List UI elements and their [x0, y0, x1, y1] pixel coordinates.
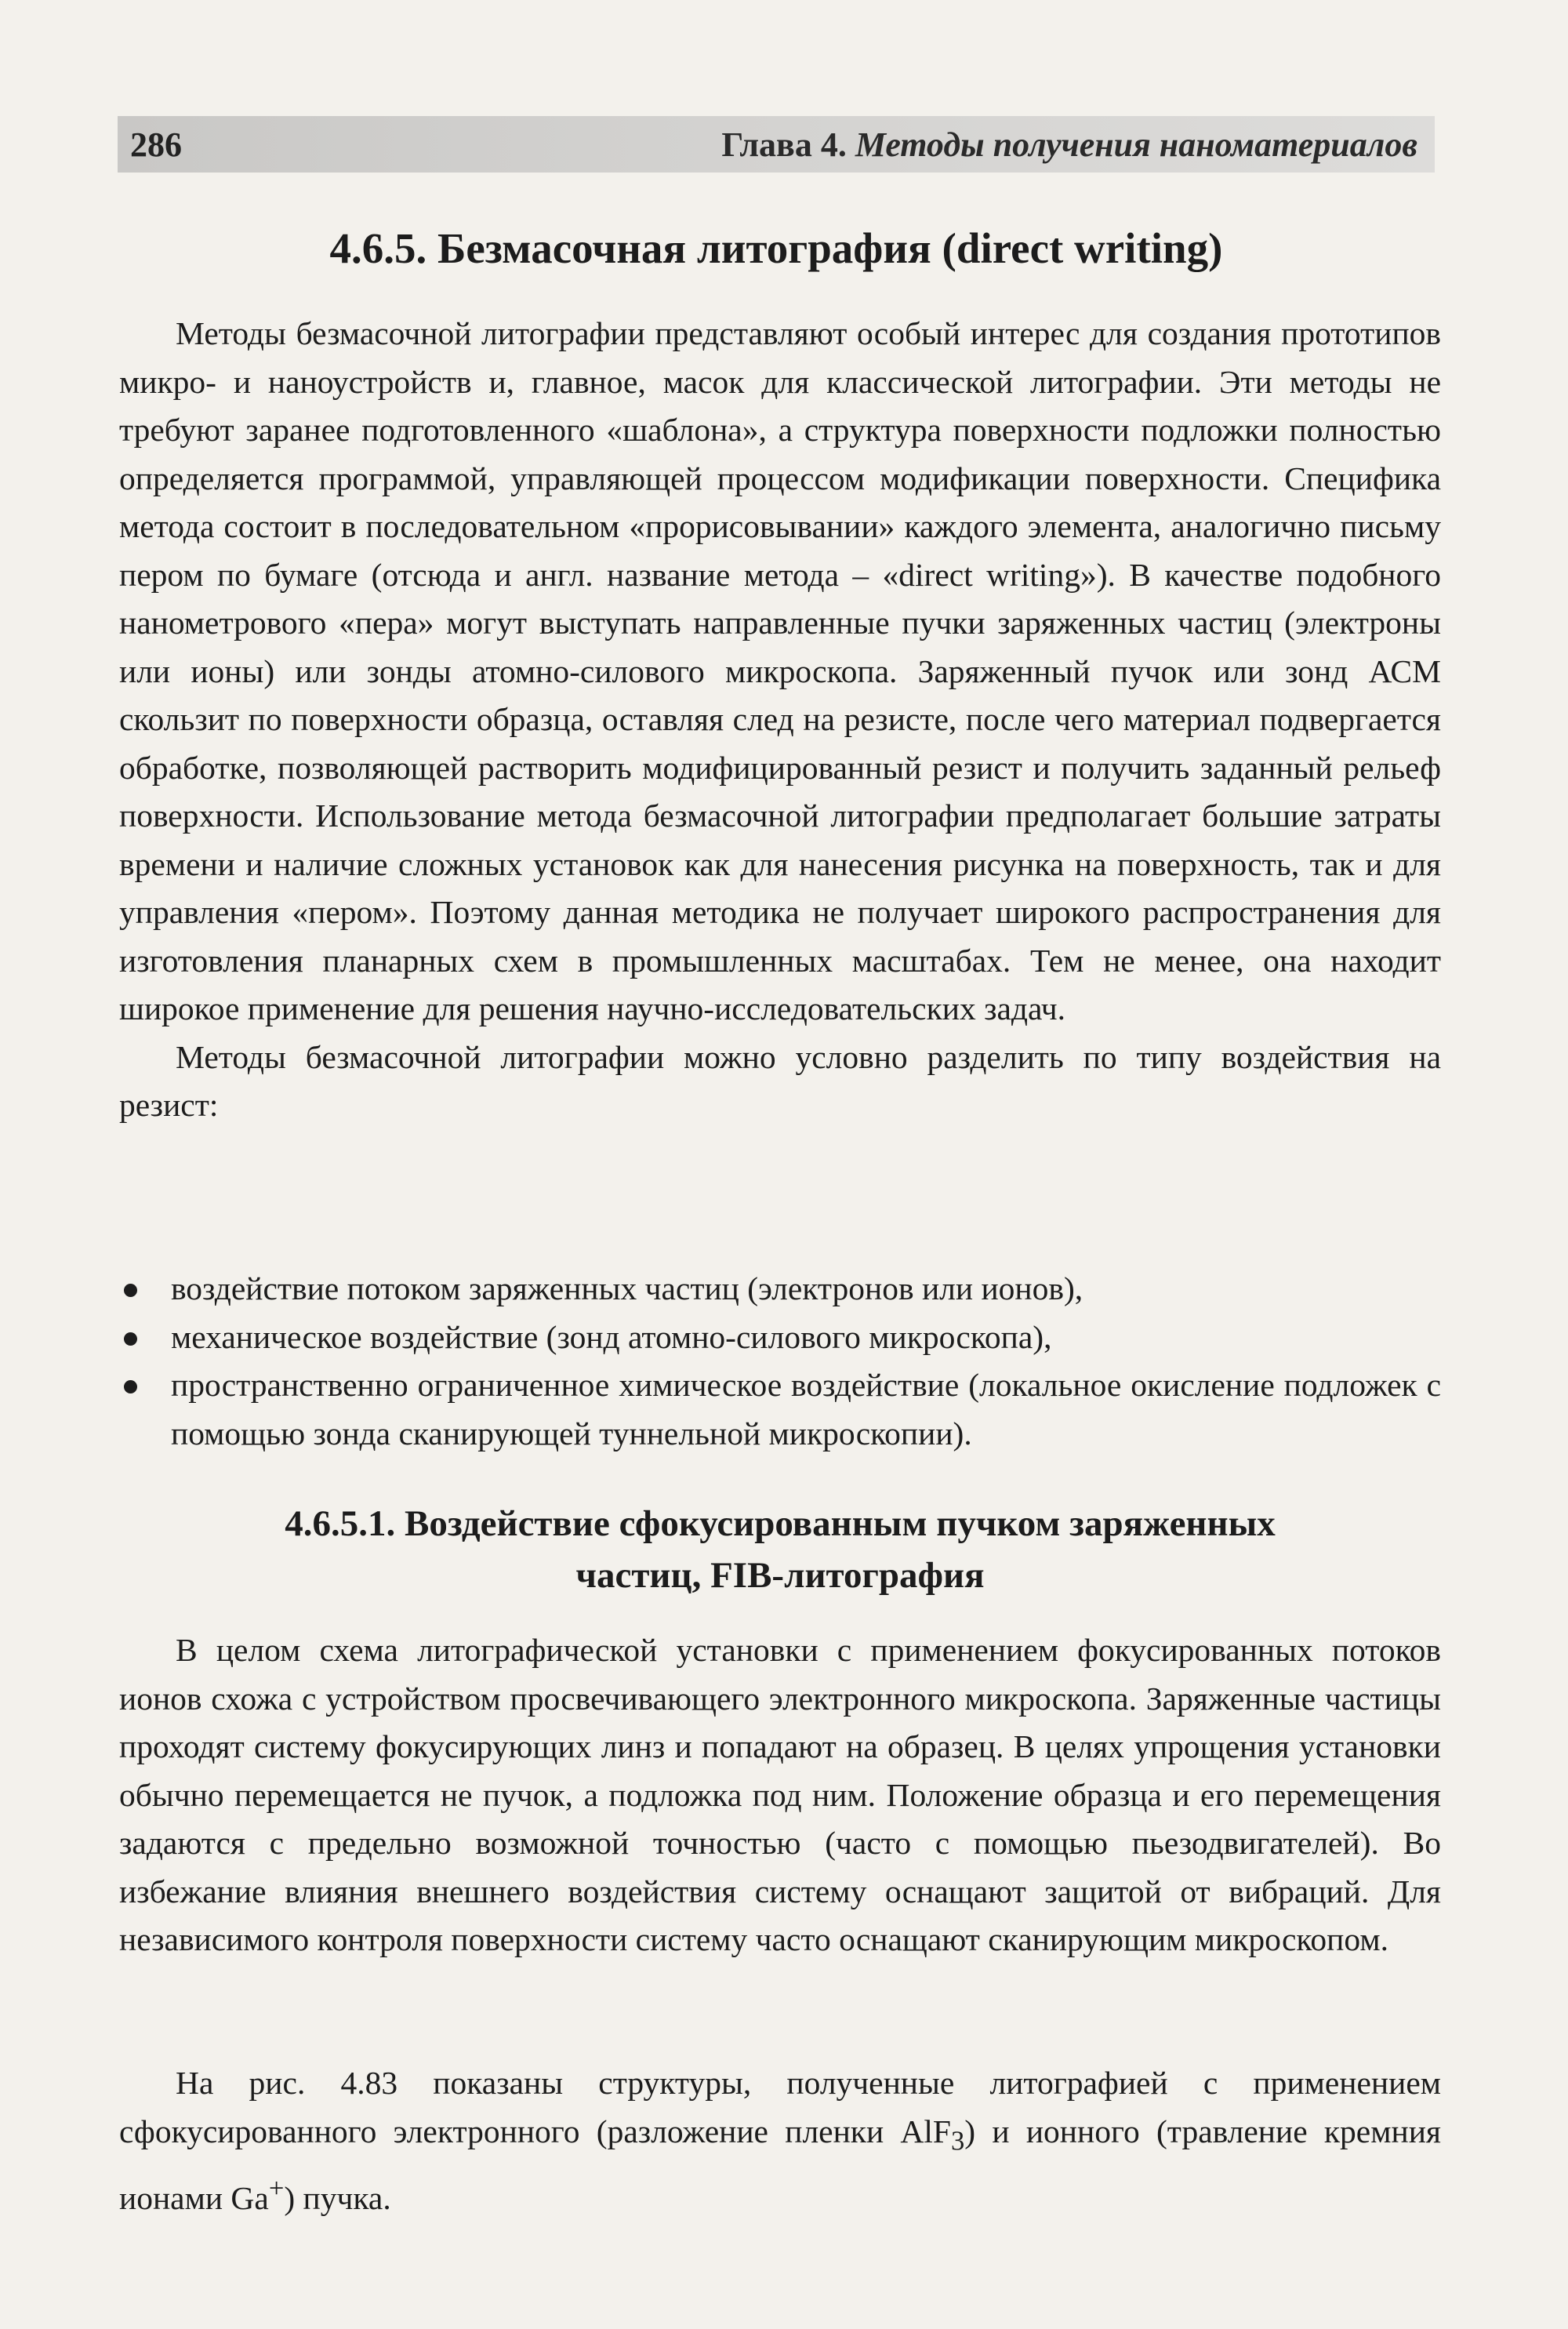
figure-reference-text-block	[119, 2059, 1441, 2223]
bullet-icon	[124, 1332, 137, 1346]
chapter-name: Методы получения наноматериалов	[855, 125, 1417, 164]
paragraph: Методы безмасочной литографии можно условно разделить по типу воздействия на резист:	[119, 1038, 1441, 1123]
subsection-heading-line-2: частиц, FIB-литография	[575, 1555, 985, 1596]
subsection-heading	[180, 1498, 1380, 1601]
paragraph: В целом схема литографической установки с применением фокусированных потоков ионов схожа с устройством просвечивающего электронного микроскопа. Заряженные частицы проходят систему фокусирующих линз и попадают на образец. В целях упрощения установки обычно перемещается не пучок, а подложка под ним. Положение образца и его перемещения задаются с предельно возможной точностью (часто с помощью пьезодвигателей). Во избежание влияния внешнего воздействия систему оснащают защитой от вибраций. Для независимого контроля поверхности систему часто оснащают сканирующим микроскопом.	[119, 1632, 1441, 1957]
chapter-label: Глава 4.	[721, 125, 847, 164]
fib-text-block	[119, 1626, 1441, 1964]
chapter-title	[721, 125, 1417, 165]
list-item	[119, 1361, 1441, 1458]
section-heading: 4.6.5. Безмасочная литография (direct writing)	[329, 224, 1223, 272]
paragraph-text: ) и ионного (травление кремния ионами Ga	[119, 2113, 1441, 2217]
intro-text-block	[119, 310, 1441, 1130]
subscript: 3	[951, 2125, 965, 2156]
paragraph: Методы безмасочной литографии представляют особый интерес для создания прототипов микро- и наноустройств и, главное, масок для классической литографии. Эти методы не требуют заранее подготовленного «шаблона», а структура поверхности подложки полностью определяется программой, управляющей процессом модификации поверхности. Специфика метода состоит в последовательном «прорисовывании» каждого элемента, аналогично письму пером по бумаге (отсюда и англ. название метода – «direct writing»). В качестве подобного нанометрового «пера» могут выступать направленные пучки заряженных частиц (электроны или ионы) или зонды атомно-силового микроскопа. Заряженный пучок или зонд АСМ скользит по поверхности образца, оставляя след на резисте, после чего материал подвергается обработке, позволяющей растворить модифицированный резист и получить заданный рельеф поверхности. Использование метода безмасочной литографии предполагает большие затраты времени и наличие сложных установок как для нанесения рисунка на поверхность, так и для управления «пером». Поэтому данная методика не получает широкого распространения для изготовления планарных схем в промышленных масштабах. Тем не менее, она находит широкое применение для решения научно-исследовательских задач.	[119, 315, 1441, 1026]
bullet-list	[119, 1265, 1441, 1458]
superscript: +	[268, 2174, 285, 2204]
list-item-text: пространственно ограниченное химическое воздействие (локальное окисление подложек с помощью зонда сканирующей туннельной микроскопии).	[171, 1367, 1441, 1452]
list-item	[119, 1265, 1441, 1313]
paragraph-text: ) пучка.	[284, 2180, 391, 2217]
paragraph	[119, 2059, 1441, 2223]
list-item-text: воздействие потоком заряженных частиц (электронов или ионов),	[171, 1270, 1083, 1306]
page-number: 286	[130, 125, 182, 164]
bullet-icon	[124, 1284, 137, 1297]
bullet-icon	[124, 1380, 137, 1393]
list-item-text: механическое воздействие (зонд атомно-силового микроскопа),	[171, 1318, 1052, 1355]
running-header	[118, 116, 1435, 173]
paragraph-text: На рис. 4.83 показаны структуры, полученные литографией с применением сфокусированного электронного (разложение пленки AlF	[119, 2065, 1441, 2149]
subsection-heading-line-1: 4.6.5.1. Воздействие сфокусированным пучком заряженных	[285, 1503, 1276, 1544]
list-item	[119, 1313, 1441, 1362]
